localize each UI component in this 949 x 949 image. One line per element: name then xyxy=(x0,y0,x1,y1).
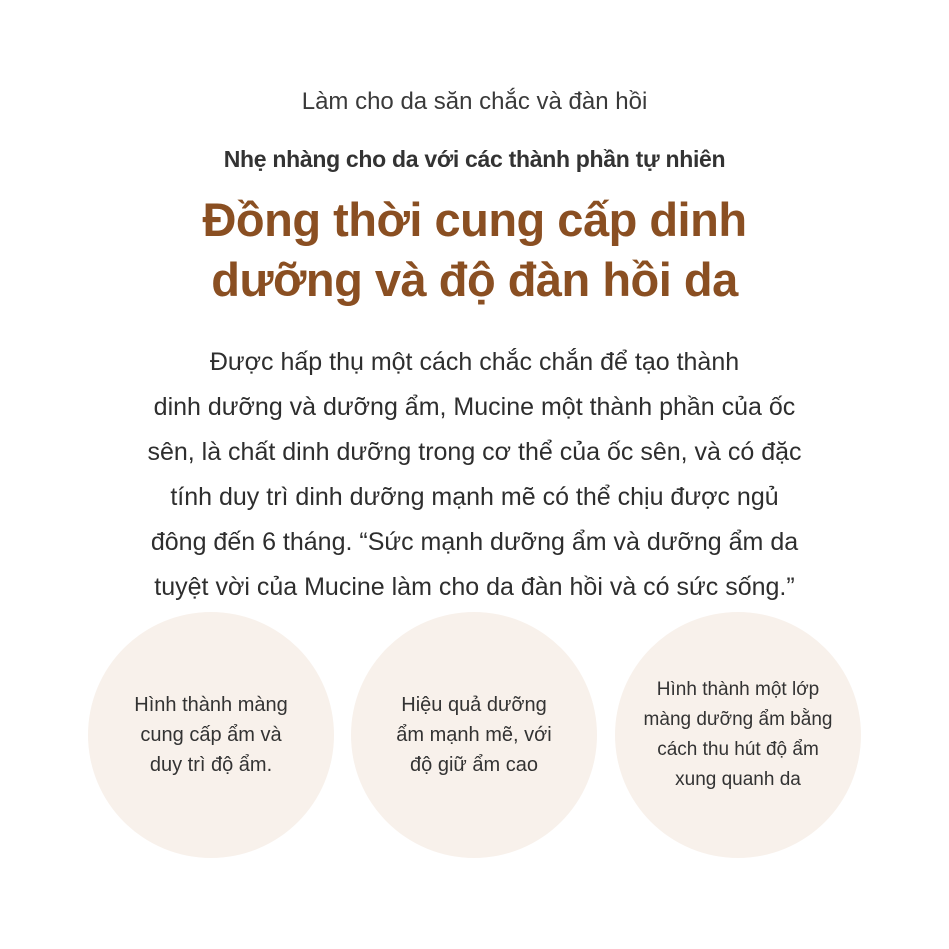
feature-circle-hydration xyxy=(351,612,597,858)
body-line: tính duy trì dinh dưỡng mạnh mẽ có thể chịu được ngủ xyxy=(170,483,779,511)
feature-text-line: độ giữ ẩm cao xyxy=(410,754,538,776)
feature-text-line: Hình thành màng xyxy=(134,694,288,716)
feature-text-line: màng dưỡng ẩm bằng xyxy=(643,709,833,730)
headline-line-2: dưỡng và độ đàn hồi da xyxy=(211,253,738,306)
eyebrow-text: Làm cho da săn chắc và đàn hồi xyxy=(301,88,648,115)
feature-circle-moisture-film xyxy=(88,612,334,858)
feature-text-line: ẩm mạnh mẽ, với xyxy=(396,724,552,746)
body-line: dinh dưỡng và dưỡng ẩm, Mucine một thành phần của ốc xyxy=(153,393,796,421)
body-paragraph xyxy=(70,340,879,610)
body-line: tuyệt vời của Mucine làm cho da đàn hồi và có sức sống.” xyxy=(154,573,795,601)
feature-text-line: cách thu hút độ ẩm xyxy=(657,739,819,760)
feature-text-line: Hình thành một lớp xyxy=(656,679,820,700)
body-line: Được hấp thụ một cách chắc chắn để tạo thành xyxy=(209,348,740,376)
feature-text-line: cung cấp ẩm và xyxy=(140,724,282,746)
headline-line-1: Đồng thời cung cấp dinh xyxy=(202,193,747,246)
feature-text-line: xung quanh da xyxy=(675,769,801,790)
feature-circle-moisture-layer xyxy=(615,612,861,858)
feature-text-line: duy trì độ ẩm. xyxy=(149,754,273,776)
body-line: sên, là chất dinh dưỡng trong cơ thể của ốc sên, và có đặc xyxy=(147,438,802,466)
headline xyxy=(0,190,949,310)
body-line: đông đến 6 tháng. “Sức mạnh dưỡng ẩm và dưỡng ẩm da xyxy=(150,528,799,556)
feature-text-line: Hiệu quả dưỡng xyxy=(401,694,547,716)
subtitle: Nhẹ nhàng cho da với các thành phần tự nhiên xyxy=(223,146,726,172)
